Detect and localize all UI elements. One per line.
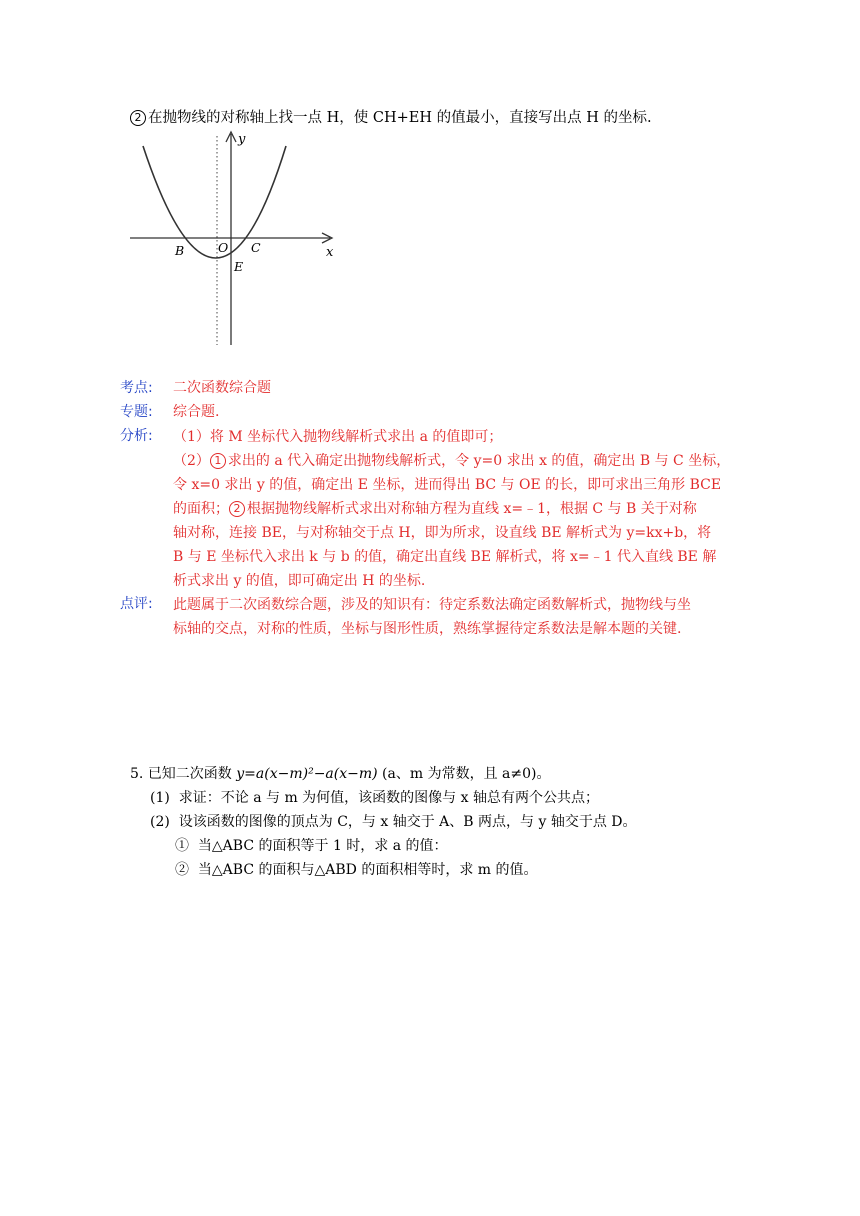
fenxi-line-3: 令 x=0 求出 y 的值，确定出 E 坐标，进而得出 BC 与 OE 的长，即可求出三角形 BCE [173,477,722,493]
kaodian-label: 考点: [120,380,153,396]
dianping-line-2: 标轴的交点，对称的性质，坐标与图形性质，熟练掌握待定系数法是解本题的关键. [173,621,682,637]
problem5-sub2 [150,811,637,831]
fenxi-content [173,425,743,593]
fenxi-line-1: （1）将 M 坐标代入抛物线解析式求出 a 的值即可； [173,429,503,445]
problem5-stem-suffix: (a、m 为常数，且 a≠0)。 [377,766,551,782]
problem5-formula: y=a(x−m)²−a(x−m) [236,766,378,782]
circled-number-marker: 1 [210,453,226,469]
fenxi-line-7: 析式求出 y 的值，即可确定出 H 的坐标. [173,573,426,589]
zhuanti-row [120,401,153,421]
point-o-label: O [218,240,229,255]
problem5-sub2-i [175,835,448,855]
parabola-graph [125,130,340,350]
parabola-curve [143,146,286,258]
point-e-label: E [234,259,244,274]
sub1-label: (1) [150,790,170,806]
fenxi-p2-line3b: 根据抛物线解析式求出对称轴方程为直线 x=﹣1，根据 C 与 B 关于对称 [247,501,697,517]
sub2-text: 设该函数的图像的顶点为 C，与 x 轴交于 A、B 两点，与 y 轴交于点 D。 [178,814,637,830]
problem5-stem-prefix: 已知二次函数 [147,766,237,782]
sub1-text: 求证：不论 a 与 m 为何值，该函数的图像与 x 轴总有两个公共点； [178,790,599,806]
axis-y-label: y [238,132,246,147]
fenxi-line-5: 轴对称，连接 BE，与对称轴交于点 H，即为所求，设直线 BE 解析式为 y=kx+b，将 [173,525,712,541]
circled-number-marker: 2 [130,110,146,126]
kaodian-text: 二次函数综合题 [173,380,271,396]
question-part2 [130,106,652,127]
zhuanti-text: 综合题. [173,404,220,420]
dianping-row [120,593,153,613]
problem5-stem [130,763,550,783]
fenxi-line-6: B 与 E 坐标代入求出 k 与 b 的值，确定出直线 BE 解析式，将 x=﹣1 代入直线 BE 解 [173,549,717,565]
sub2-i-text: 当△ABC 的面积等于 1 时，求 a 的值： [197,838,448,854]
sub2-ii-text: 当△ABC 的面积与△ABD 的面积相等时，求 m 的值。 [197,862,538,878]
sub2-i-marker: ① [175,838,189,854]
fenxi-p2-part1: 求出的 a 代入确定出抛物线解析式，令 y=0 求出 x 的值，确定出 B 与 C 坐标， [227,453,731,469]
problem5-sub2-ii [175,859,538,879]
fenxi-row [120,425,153,445]
kaodian-row [120,377,153,397]
sub2-ii-marker: ② [175,862,189,878]
fenxi-line-2 [173,449,743,473]
zhuanti-label: 专题: [120,404,153,420]
dianping-label: 点评: [120,596,153,612]
axis-x-label: x [326,245,334,260]
point-c-label: C [251,240,261,255]
problem5-number: 5. [130,766,144,782]
fenxi-p2-line3a: 的面积； [173,501,229,517]
sub2-label: (2) [150,814,170,830]
dianping-content [173,593,743,641]
fenxi-label: 分析: [120,428,153,444]
fenxi-p2-prefix: （2） [173,453,210,469]
dianping-line-1: 此题属于二次函数综合题，涉及的知识有：待定系数法确定函数解析式，抛物线与坐 [173,597,691,613]
problem5-sub1 [150,787,599,807]
point-b-label: B [175,243,185,258]
question-part2-text: 在抛物线的对称轴上找一点 H，使 CH+EH 的值最小，直接写出点 H 的坐标. [148,110,652,126]
circled-number-marker: 2 [229,501,245,517]
fenxi-line-4 [173,497,743,521]
